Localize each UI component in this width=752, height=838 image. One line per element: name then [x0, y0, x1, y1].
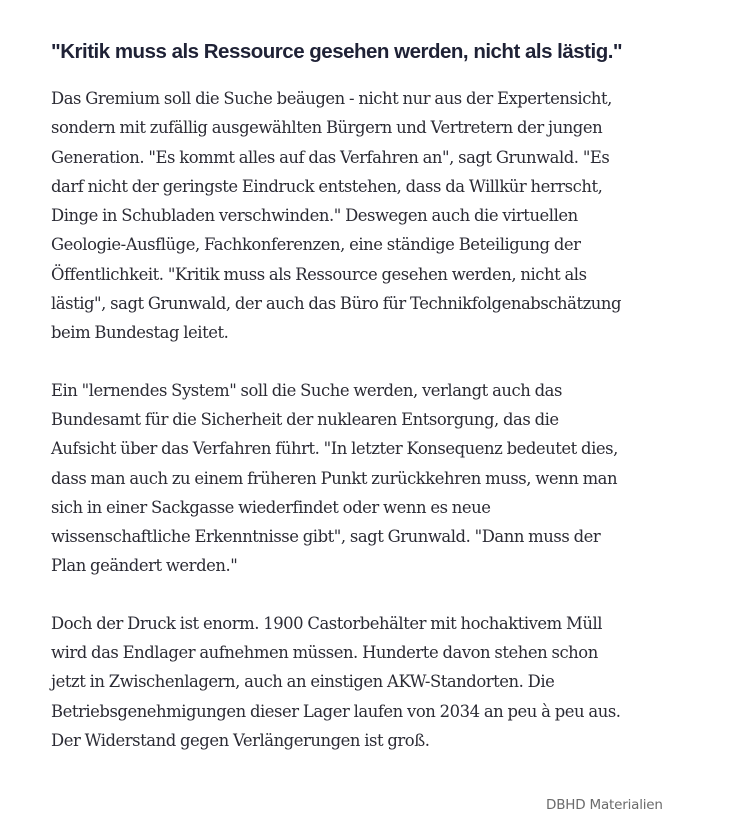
paragraph-line: lästig", sagt Grunwald, der auch das Büro für Technikfolgenabschätzung [51, 294, 622, 314]
paragraph-line: Aufsicht über das Verfahren führt. "In letzter Konsequenz bedeutet dies, [51, 439, 618, 459]
paragraph-line: Doch der Druck ist enorm. 1900 Castorbehälter mit hochaktivem Müll [51, 613, 603, 633]
paragraph-2 [51, 376, 711, 581]
paragraph-line: dass man auch zu einem früheren Punkt zurückkehren muss, wenn man [51, 468, 618, 488]
paragraph-line: Plan geändert werden." [51, 556, 238, 576]
paragraph-line: beim Bundestag leitet. [51, 323, 229, 343]
paragraph-line: Der Widerstand gegen Verlängerungen ist groß. [51, 730, 430, 750]
article [51, 38, 711, 755]
paragraph-line: Betriebsgenehmigungen dieser Lager laufen von 2034 an peu à peu aus. [51, 701, 621, 721]
paragraph-1 [51, 84, 711, 348]
paragraph-line: sondern mit zufällig ausgewählten Bürgern und Vertretern der jungen [51, 118, 603, 138]
paragraph-line: Das Gremium soll die Suche beäugen - nicht nur aus der Expertensicht, [51, 89, 612, 108]
paragraph-line: Bundesamt für die Sicherheit der nuklearen Entsorgung, das die [51, 409, 559, 429]
paragraph-line: Dinge in Schubladen verschwinden." Deswegen auch die virtuellen [51, 206, 578, 226]
paragraph-line: sich in einer Sackgasse wiederfindet oder wenn es neue [51, 497, 491, 517]
paragraph-line: jetzt in Zwischenlagern, auch an einstigen AKW-Standorten. Die [51, 672, 555, 692]
paragraph-line: Generation. "Es kommt alles auf das Verfahren an", sagt Grunwald. "Es [51, 147, 610, 167]
paragraph-line: Geologie-Ausflüge, Fachkonferenzen, eine ständige Beteiligung der [51, 235, 581, 255]
paragraph-line: Ein "lernendes System" soll die Suche werden, verlangt auch das [51, 380, 562, 400]
paragraph-line: wissenschaftliche Erkenntnisse gibt", sagt Grunwald. "Dann muss der [51, 527, 601, 547]
paragraph-line: darf nicht der geringste Eindruck entstehen, dass da Willkür herrscht, [51, 176, 603, 196]
article-subheading: "Kritik muss als Ressource gesehen werden, nicht als lästig." [51, 40, 623, 63]
paragraph-3 [51, 609, 711, 755]
paragraph-line: wird das Endlager aufnehmen müssen. Hunderte davon stehen schon [51, 643, 598, 663]
source-credit: DBHD Materialien [546, 797, 663, 813]
paragraph-line: Öffentlichkeit. "Kritik muss als Ressource gesehen werden, nicht als [51, 264, 587, 284]
